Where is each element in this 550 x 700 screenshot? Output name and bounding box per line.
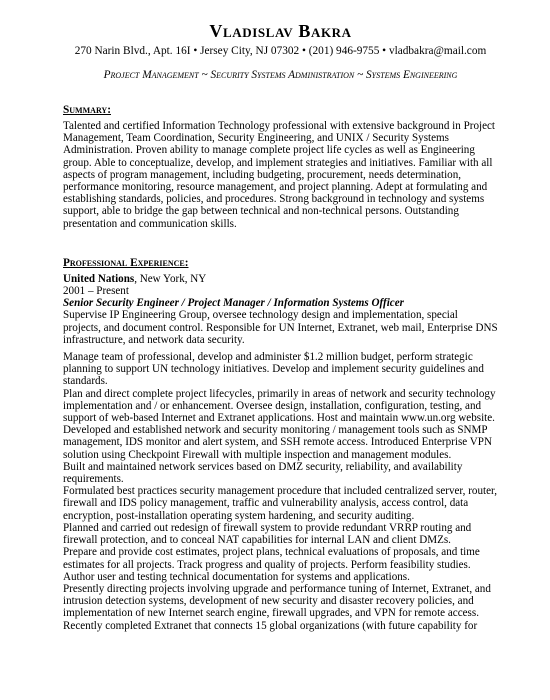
candidate-name: Vladislav Bakra	[209, 21, 352, 41]
summary-text: Talented and certified Information Technology professional with extensive background in Project Management, Team Coordination, Security Engineering, and UNIX / Security Systems Administration. Proven ability to manage complete project life cycles as well as Engineering group. Able to conceptualize, develop, and implement strategies and initiatives. Familiar with all aspects of program management, including budgeting, procurement, needs determination, performance monitoring, resource management, and project planning. Adept at formulating and establishing standards, policies, and procedures. Strong background in technology and systems support, able to bridge the gap between technical and non-technical persons. Outstanding presentation and communication skills.	[63, 120, 495, 230]
duty-item: Manage team of professional, develop and administer $1.2 million budget, perform strategic planning to support UN technology initiatives. Develop and implement security guidelines and standards.	[63, 351, 484, 388]
duty-item: Supervise IP Engineering Group, oversee technology design and implementation, special projects, and document control. Responsible for UN Internet, Extranet, web mail, Enterprise DNS infrastructure, and network data security.	[63, 309, 498, 346]
duty-item: Author user and testing technical documentation for systems and applications.	[63, 570, 410, 583]
duty-item: Prepare and provide cost estimates, project plans, technical evaluations of proposals, and time estimates for all projects. Track progress and quality of projects. Perform feasibility studies.	[63, 546, 480, 571]
duty-item: Formulated best practices security management procedure that included centralized server, router, firewall and IDS policy management, traffic and vulnerability analysis, access control, data encryption, post-installation operating system hardening, and security auditing.	[63, 485, 498, 522]
resume-page	[63, 20, 498, 632]
duty-item: Developed and established network and security monitoring / management tools such as SNMP management, IDS monitor and alert system, and SSH remote access. Introduced Enterprise VPN solution using Checkpoint Firewall with multiple inspection and management modules.	[63, 424, 492, 461]
employer-line	[63, 273, 498, 285]
duty-item: Plan and direct complete project lifecycles, primarily in areas of network and security technology implementation and / or enhancement. Oversee design, installation, configuration, testing, and support of web-based Internet and Extranet applications. Host and maintain www.un.org website.	[63, 387, 496, 425]
employer-name: United Nations	[63, 272, 135, 285]
headline: Project Management ~ Security Systems Administration ~ Systems Engineering	[103, 69, 458, 81]
summary-heading: Summary:	[63, 104, 111, 116]
duty-item: Planned and carried out redesign of firewall system to provide redundant VRRP routing and firewall protection, and to conceal NAT capabilities for internal LAN and client DMZs.	[63, 521, 472, 547]
duty-item: Presently directing projects involving upgrade and performance tuning of Internet, Extranet, and intrusion detection systems, development of new security and disaster recovery policies, and implementation of new Internet search engine, firewall upgrades, and VPN for remote access.	[63, 582, 491, 620]
employment-dates: 2001 – Present	[63, 285, 129, 298]
employer-location: , New York, NY	[134, 272, 207, 285]
duty-item: Recently completed Extranet that connects 15 global organizations (with future capability for	[63, 619, 478, 632]
duty-item: Built and maintained network services based on DMZ security, reliability, and availability requirements.	[63, 460, 463, 486]
experience-heading: Professional Experience:	[63, 256, 189, 269]
contact-line: 270 Narin Blvd., Apt. 16I • Jersey City, NJ 07302 • (201) 946-9755 • vladbakra@mail.com	[74, 45, 487, 57]
job-title: Senior Security Engineer / Project Manager / Information Systems Officer	[63, 297, 404, 310]
